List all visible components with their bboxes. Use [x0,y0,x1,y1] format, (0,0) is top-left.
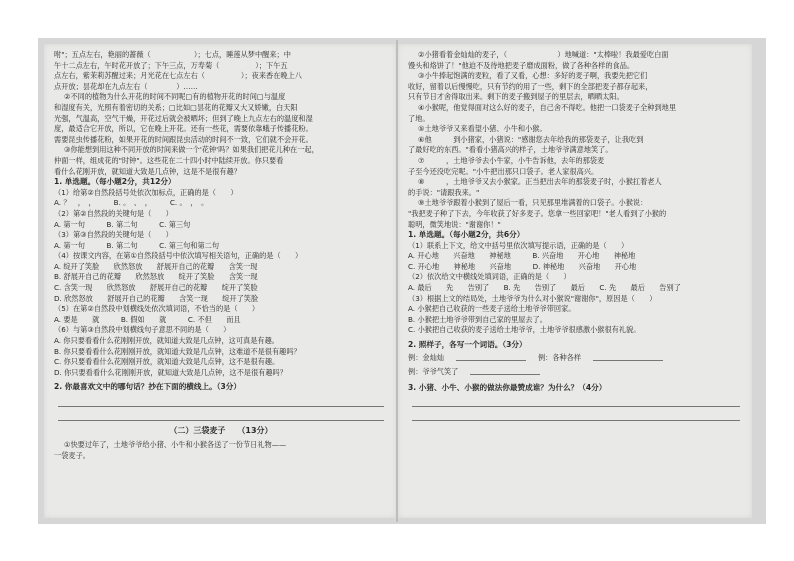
example-row [408,365,744,379]
text-line: （6）与第③自然段中划横线句子意思不同的是（ ） [54,325,231,335]
text-line: 的手说："请跟我来。" [408,187,480,197]
text-line: 聪明，微笑地说："谢谢你！" [408,219,501,229]
text-line: B. 你只要看看什么花刚刚开放，就知道大致是几点钟，这难道不是很有趣吗？ [54,346,301,356]
text-line: （2）第②自然段的关键句是（ ） [54,208,173,218]
answer-blank[interactable] [470,365,540,375]
text-line: ⑦ ，土地爷爷去小牛家，小牛告诉他，去年的那袋麦 [418,155,605,165]
passage-one [54,50,388,177]
answer-line[interactable] [412,393,740,407]
text-line: （3）第③自然段的关键句是（ ） [54,230,173,240]
text-line: 点开放；昙花却在九点左右（ ）…… [54,81,198,91]
text-line: 一袋麦子。 [54,450,90,460]
text-line: C. 你只要看看什么花刚刚开放，就知道大致是几点钟，这不是很有趣。 [54,357,280,367]
text-line: C. 含笑一现 欣然怒放 舒展开自己的花瓣 绽开了笑脸 [54,283,258,293]
text-line: ⑤土地爷爷又来看望小猪、小牛和小猴。 [418,124,547,134]
text-line: ②小猪看着金灿灿的麦子，（ ）地喊道："太棒啦！我最爱吃白面 [418,50,669,59]
text-line: （2）依次给文中横线处填词语，正确的是（ ） [408,272,571,282]
text-line: A. 第一句 B. 第二句 C. 第三句 [54,219,191,229]
left-q1-title: 1. 单选题。（每小题2分，共12分） [54,177,176,187]
left-q2-title: 2. 你最喜欢文中的哪句话？抄在下面的横线上。（3分） [54,382,241,392]
text-line: 仲面一样，组成花的"时钟"。这些花在二十四小时中陆续开放。你只要看 [54,155,284,165]
text-line: 馒头和烙饼了！"他迫不及待地把麦子磨成面粉，做了各种各样的食品。 [408,60,635,70]
right-q2-title: 2. 照样子，各写一个词语。（3分） [408,340,527,350]
text-line: 午十二点左右，午时花开放了；下午三点，万寿菊（ ）；下午五 [54,60,288,70]
text-line: 子至今还没吃完呢。"小牛把出那只口袋子。老人家很高兴。 [408,166,599,176]
text-line: C. 小猴把自己收获的麦子送给土地爷爷，土地爷爷很感激小猴很有礼貌。 [408,325,641,335]
example-row [408,351,744,365]
example-label: 例：各种各样 [537,352,582,362]
text-line: ⑥他 到小猪家，小猪说："感谢您去年给我的那袋麦子，让我吃到 [418,134,644,144]
text-line: 和湿度有关，光照有着密切的关系；□比如□昙花的花瓣又大又娇嫩，白天阳 [54,102,298,112]
text-line: B. 舒展开自己的花瓣 欣然怒放 绽开了笑脸 含笑一现 [54,272,258,282]
text-line: A. ？ ， ， B. 。 、 ， C. 。 ， 。 [54,198,209,208]
answer-blank[interactable] [593,351,663,361]
text-line: A. 开心地 兴奋地 神秘地 B. 兴奋地 开心地 神秘地 [408,251,636,261]
text-line: A. 绽开了笑脸 欣然怒放 舒展开自己的花瓣 含笑一现 [54,261,258,271]
text-line: （4）按课文内容，在第①自然段括号中依次填写相关语句，正确的是（ ） [54,251,303,261]
text-line: "我把麦子种了下去，今年收获了好多麦子。您拿一些回家吧！"老人看到了小猴的 [408,208,667,218]
answer-line[interactable] [58,393,384,407]
text-line: A. 小猴把自己收获的一些麦子送给土地爷爷带回家。 [408,304,576,314]
text-line: （1）给第②自然段括号处依次加标点，正确的是（ ） [54,187,238,197]
text-line: 看什么花刚开放，就知道大致是几点钟，这是不是很有趣？ [54,166,241,176]
right-column [408,50,744,421]
right-q3-title: 3. 小猪、小牛、小猴的做法你最赞成谁？为什么？（4分） [408,382,607,392]
text-line: 收好，留着以后慢慢吃，只有节约的用了一些，剩下的全部把麦子都存起来， [408,81,653,91]
text-line: 光强，气温高，空气干燥，开花过后就会被晒坏；但到了晚上九点左右的温度和湿 [54,113,313,123]
text-line: （3）根据上文的结局处，土地爷爷为什么对小猴说"谢谢你"，原因是（ ） [408,293,657,303]
section-two-title: （二）三袋麦子 （13分） [169,426,273,435]
text-line: A. 你只要看看什么花刚刚开放，就知道大致是几点钟，这可真是有趣。 [54,336,279,346]
text-line: （1）联系上下文，给文中括号里依次填写提示语，正确的是（ ） [408,240,629,250]
text-line: 度，最适合它开放，所以，它在晚上开花。还有一些花，需要依靠蛾子传播花粉。 [54,124,313,134]
text-line: 点左右，紫茉莉苏醒过来；月光花在七点左右（ ）；夜来香在晚上八 [54,71,302,81]
left-page [44,44,396,518]
text-line: （5）在第②自然段中划横线处依次填词语，不恰当的是（ ） [54,304,260,314]
left-q1-options [54,188,388,379]
answer-line[interactable] [412,407,740,421]
text-line: ③你能想到用这种不同开放的时间来做一个'花钟'吗？如果我们把花儿种在一起， [64,145,319,155]
text-line: ③小牛捧起饱满的麦粒，看了又看，心想：多好的麦子啊，我要先把它们 [418,71,648,81]
text-line: D. 你只要看看什么花刚刚开放，就知道大致是几点钟，这不是很有趣吗？ [54,367,287,377]
right-q1-title: 1. 单选题。（每小题2分，共6分） [408,230,525,240]
text-line: 咐"；五点左右，艳丽的蔷薇（ ）；七点，睡莲从梦中醒来；中 [54,50,291,59]
answer-blank[interactable] [456,351,526,361]
text-line: A. 第一句 B. 第二句 C. 第三句和第二句 [54,240,220,250]
right-page [398,44,752,518]
answer-line[interactable] [58,407,384,421]
example-label: 例：金灿灿 [408,352,444,362]
text-line: ⑧ ，土地爷爷又去小猴家。正当把出去年的那袋麦子时，小猴扛着老人 [418,177,662,187]
text-line: ④小猴呢，他觉得面对这么好的麦子，自己舍不得吃。他把一口袋麦子全种到地里 [418,102,677,112]
passage-two-start [54,440,388,461]
text-line: C. 开心地 神秘地 兴奋地 D. 神秘地 兴奋地 开心地 [408,261,637,271]
text-line: 需要昆虫传播花粉，如果开花的时间跟昆虫活动的时间不一致，它们就不会开花。 [54,134,313,144]
text-line: 只有节日才舍得取出来。剩下的麦子搬到屋子的里层去，晒晒太阳。 [408,92,624,102]
text-line: ①快要过年了，土地爷爷给小猪、小牛和小猴各送了一份节日礼物—— [64,440,287,449]
text-line: ⑨土地爷爷跟着小猴到了屋后一看，只见那里堆满着的口袋子。小猴说： [418,198,648,208]
example-label: 例：爷爷气笑了 [408,366,459,376]
text-line: A. 最后 先 告别了 B. 先 告别了 最后 C. 先 最后 告别了 [408,283,681,293]
text-line: ②不同的植物为什么开花的时间不同呢□有的植物开花的时间□与温度 [64,92,286,102]
text-line: 了地。 [408,113,430,123]
text-line: B. 小猴把土地爷爷带到自己家的里屋去了。 [408,314,547,324]
text-line: 了最好吃的东西。"看看小猪高兴的样子，土地爷爷满意地笑了。 [408,145,613,155]
text-line: D. 欣然怒放 舒展开自己的花瓣 含笑一现 绽开了笑脸 [54,293,259,303]
right-q1-options [408,241,744,336]
passage-two-continued [408,50,744,230]
left-column [54,50,388,461]
text-line: A. 要是 就 B. 假如 就 C. 不但 而且 [54,314,241,324]
